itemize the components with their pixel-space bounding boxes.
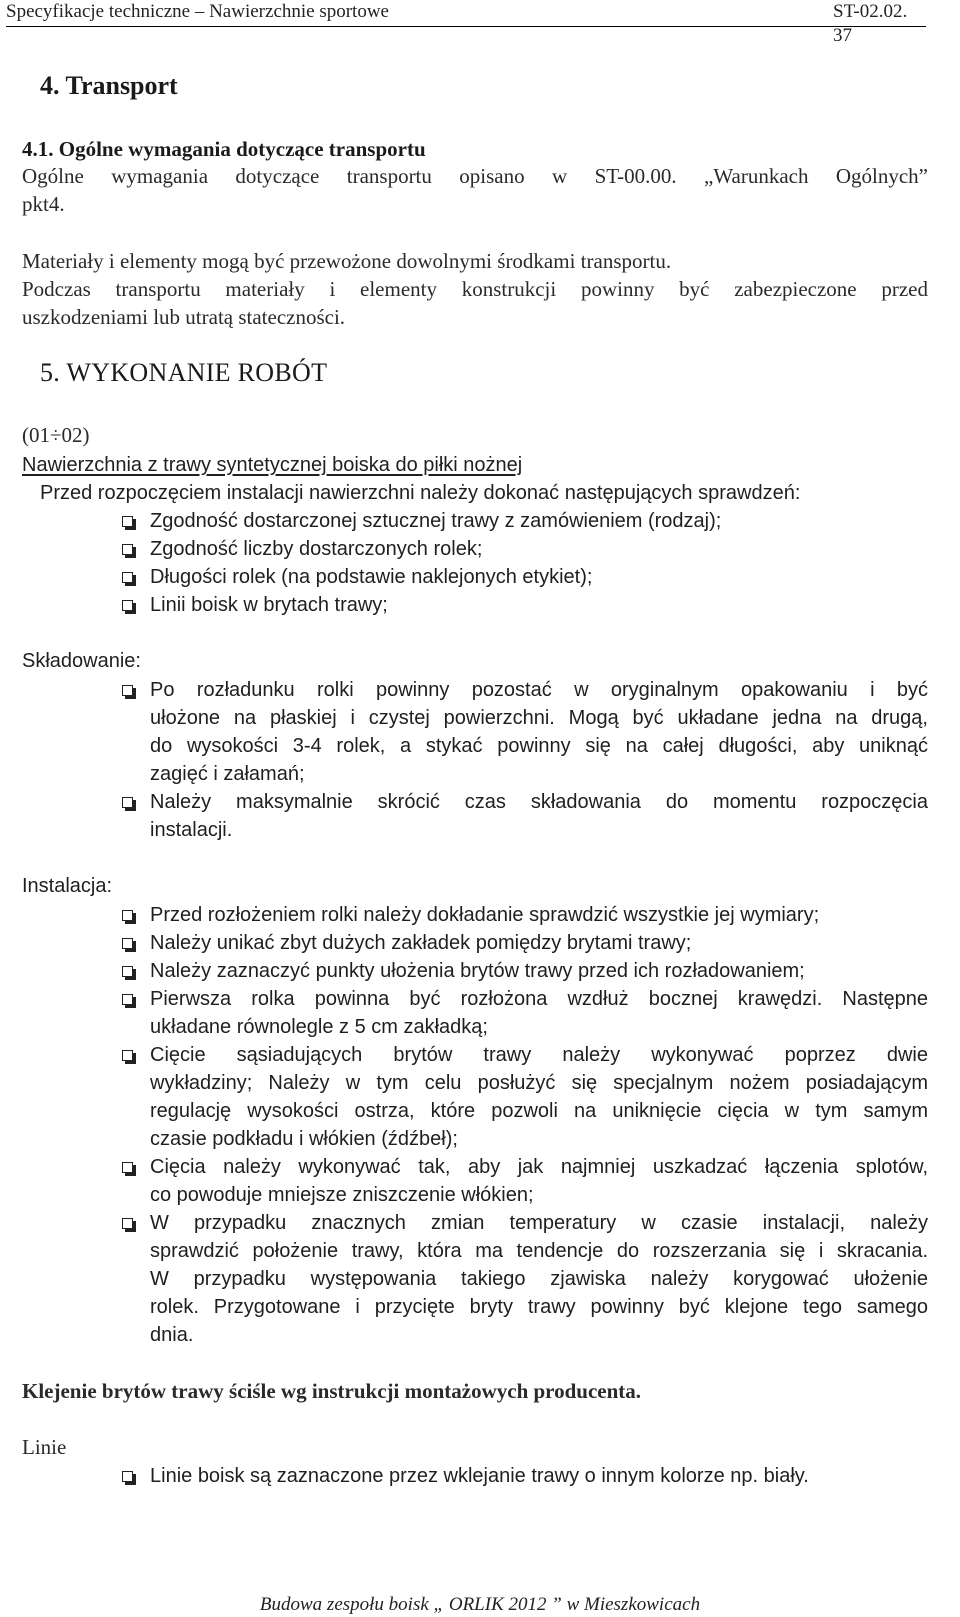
section-4-paragraph-1-line-1: Ogólne wymagania dotyczące transportu opisano w ST-00.00. „Warunkach Ogólnych” <box>22 164 928 188</box>
install-item-5-line-4: czasie podkładu i włókien (źdźbeł); <box>150 1128 458 1150</box>
install-item-3: Należy zaznaczyć punkty ułożenia brytów trawy przed ich rozładowaniem; <box>150 960 805 982</box>
install-item-7-line-2: sprawdzić położenie trawy, która ma tendencje do rozszerzania się i skracania. <box>150 1240 928 1262</box>
install-item-7-line-4: rolek. Przygotowane i przycięte bryty trawy powinny być klejone tego samego <box>150 1296 928 1318</box>
section-4-paragraph-3-line-2: uszkodzeniami lub utratą stateczności. <box>22 305 346 329</box>
checkbox-bullet-icon <box>122 544 133 555</box>
section-4-paragraph-3-line-1: Podczas transportu materiały i elementy konstrukcji powinny być zabezpieczone przed <box>22 277 928 301</box>
install-item-7-line-5: dnia. <box>150 1324 194 1346</box>
checkbox-bullet-icon <box>122 1471 133 1482</box>
checkbox-bullet-icon <box>122 572 133 583</box>
section-4-title: 4. Transport <box>40 71 178 100</box>
checkbox-bullet-icon <box>122 1050 133 1061</box>
gluing-note: Klejenie brytów trawy ściśle wg instrukcji montażowych producenta. <box>22 1379 642 1403</box>
checkbox-bullet-icon <box>122 966 133 977</box>
checkbox-bullet-icon <box>122 994 133 1005</box>
section-4-paragraph-2: Materiały i elementy mogą być przewożone dowolnymi środkami transportu. <box>22 249 672 273</box>
install-item-7-line-1: W przypadku znacznych zmian temperatury w czasie instalacji, należy <box>150 1212 928 1234</box>
lines-label: Linie <box>22 1435 67 1459</box>
check-item-4: Linii boisk w brytach trawy; <box>150 594 388 616</box>
checkbox-bullet-icon <box>122 1162 133 1173</box>
page-header <box>6 0 926 46</box>
storage-item-1-line-3: do wysokości 3-4 rolek, a stykać powinny się na całej długości, aby uniknąć <box>150 735 928 757</box>
check-item-2: Zgodność liczby dostarczonych rolek; <box>150 538 483 560</box>
header-spec-title: Specyfikacje techniczne – Nawierzchnie sportowe <box>6 1 389 22</box>
install-item-7-line-3: W przypadku występowania takiego zjawiska należy korygować ułożenie <box>150 1268 928 1290</box>
install-item-6-line-1: Cięcia należy wykonywać tak, aby jak najmniej uszkadzać łączenia splotów, <box>150 1156 928 1178</box>
lines-item: Linie boisk są zaznaczone przez wklejanie trawy o innym kolorze np. biały. <box>150 1465 809 1487</box>
checkbox-bullet-icon <box>122 1218 133 1229</box>
storage-item-1-line-1: Po rozładunku rolki powinny pozostać w oryginalnym opakowaniu i być <box>150 679 928 701</box>
checkbox-bullet-icon <box>122 600 133 611</box>
check-item-3: Długości rolek (na podstawie naklejonych etykiet); <box>150 566 593 588</box>
install-item-4-line-1: Pierwsza rolka powinna być rozłożona wzdłuż bocznej krawędzi. Następne <box>150 988 928 1010</box>
checkbox-bullet-icon <box>122 938 133 949</box>
section-5-intro: Przed rozpoczęciem instalacji nawierzchni należy dokonać następujących sprawdzeń: <box>40 482 801 504</box>
section-5-subtitle: Nawierzchnia z trawy syntetycznej boiska do piłki nożnej <box>22 454 523 476</box>
install-item-4-line-2: układane równolegle z 5 cm zakładką; <box>150 1016 488 1038</box>
checkbox-bullet-icon <box>122 516 133 527</box>
storage-item-1-line-4: zagięć i załamań; <box>150 763 305 785</box>
checkbox-bullet-icon <box>122 685 133 696</box>
check-item-1: Zgodność dostarczonej sztucznej trawy z zamówieniem (rodzaj); <box>150 510 722 532</box>
storage-label: Składowanie: <box>22 650 141 672</box>
storage-item-1-line-2: ułożone na płaskiej i czystej powierzchni. Mogą być układane jedna na drugą, <box>150 707 928 729</box>
install-item-5-line-1: Cięcie sąsiadujących brytów trawy należy wykonywać poprzez dwie <box>150 1044 928 1066</box>
install-item-6-line-2: co powoduje mniejsze zniszczenie włókien; <box>150 1184 534 1206</box>
footer-text: Budowa zespołu boisk „ ORLIK 2012 ” w Mieszkowicach <box>259 1594 701 1615</box>
section-4-paragraph-1-line-2: pkt4. <box>22 192 65 216</box>
install-item-1: Przed rozłożeniem rolki należy dokładanie sprawdzić wszystkie jej wymiary; <box>150 904 820 926</box>
checkbox-bullet-icon <box>122 797 133 808</box>
checkbox-bullet-icon <box>122 910 133 921</box>
install-item-5-line-2: wykładziny; Należy w tym celu posłużyć się specjalnym nożem posiadającym <box>150 1072 928 1094</box>
page-footer <box>0 1593 960 1617</box>
section-5-code: (01÷02) <box>22 423 90 447</box>
section-5-title: 5. WYKONANIE ROBÓT <box>40 358 328 387</box>
header-page-ref: ST-02.02. 37 <box>833 1 908 46</box>
storage-item-2-line-1: Należy maksymalnie skrócić czas składowania do momentu rozpoczęcia <box>150 791 928 813</box>
install-label: Instalacja: <box>22 875 113 897</box>
install-item-2: Należy unikać zbyt dużych zakładek pomiędzy brytami trawy; <box>150 932 692 954</box>
install-item-5-line-3: regulację wysokości ostrza, które pozwoli na uniknięcie cięcia w tym samym <box>150 1100 928 1122</box>
storage-item-2-line-2: instalacji. <box>150 819 233 841</box>
section-4-1-title: 4.1. Ogólne wymagania dotyczące transportu <box>22 137 426 161</box>
